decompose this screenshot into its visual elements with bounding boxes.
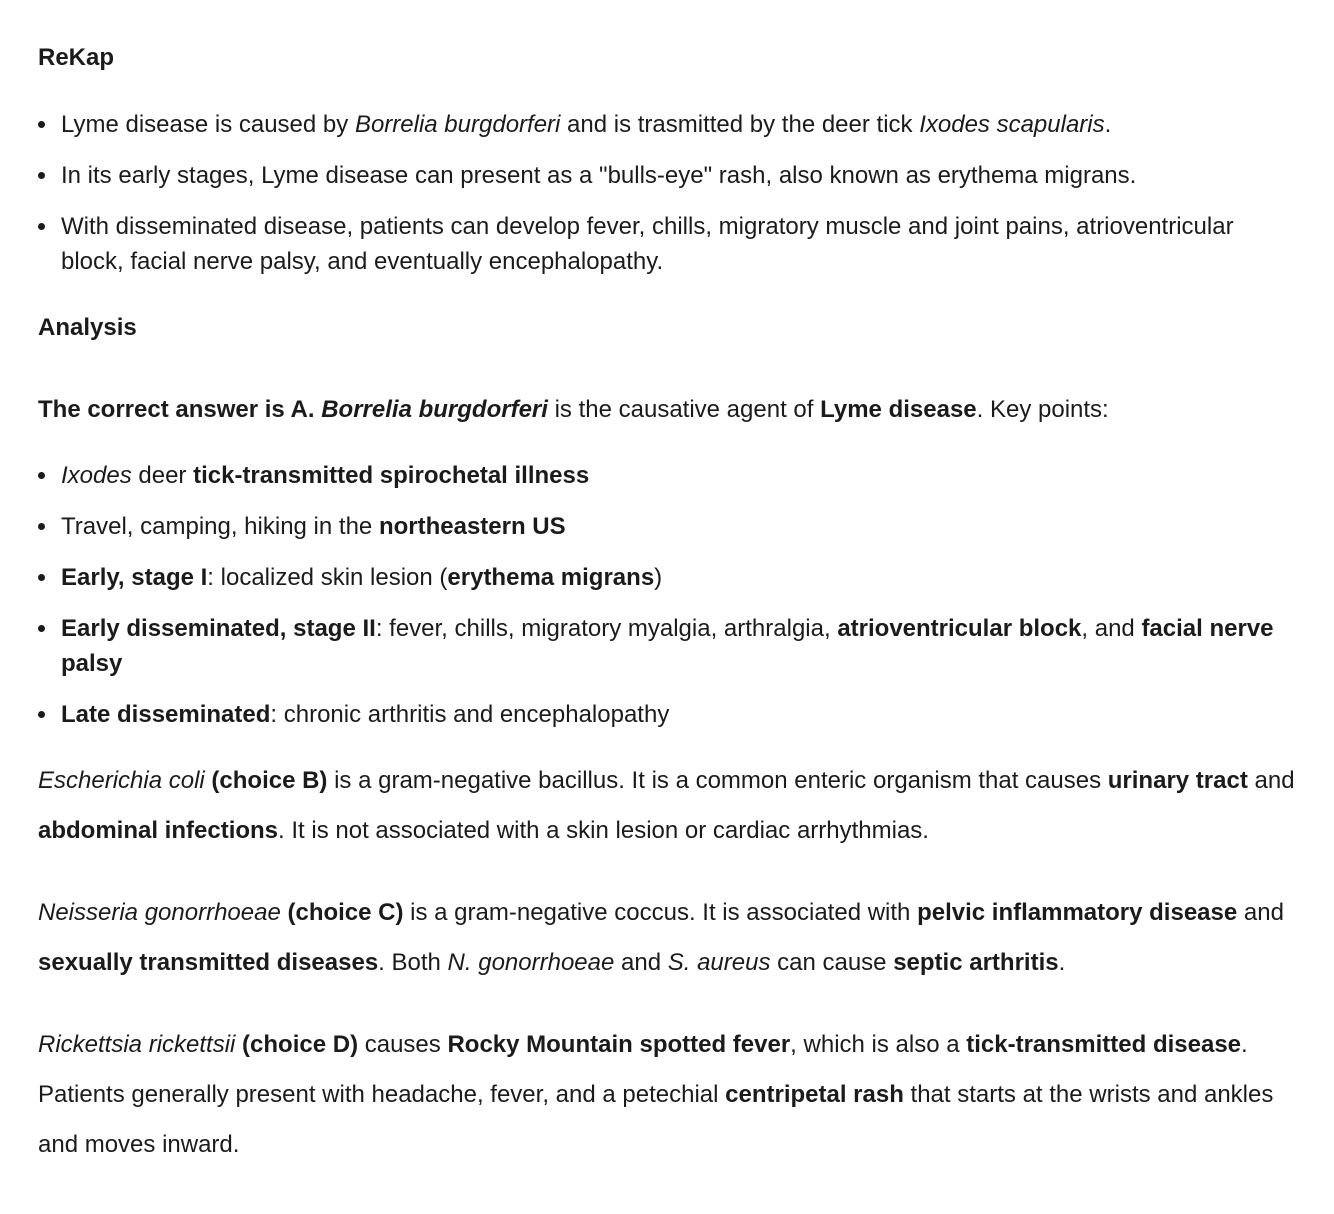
bullet-icon — [38, 711, 45, 718]
list-item: With disseminated disease, patients can develop fever, chills, migratory muscle and joint pains, atrioventricular block, facial nerve palsy, and eventually encephalopathy. — [38, 209, 1300, 279]
choice-b-paragraph: Escherichia coli (choice B) is a gram-negative bacillus. It is a common enteric organism that causes urinary tract and abdominal infections. It is not associated with a skin lesion or cardiac arrhythmias. — [38, 767, 1295, 844]
choice-c-paragraph: Neisseria gonorrhoeae (choice C) is a gram-negative coccus. It is associated with pelvic inflammatory disease and sexually transmitted diseases. Both N. gonorrhoeae and S. aureus can cause septic arthritis. — [38, 899, 1284, 976]
rekap-heading: ReKap — [38, 44, 115, 71]
list-item: Late disseminated: chronic arthritis and encephalopathy — [38, 697, 1300, 732]
bullet-icon — [38, 223, 45, 230]
bullet-icon — [38, 172, 45, 179]
list-item: Ixodes deer tick-transmitted spirochetal illness — [38, 458, 1300, 493]
list-item: In its early stages, Lyme disease can present as a "bulls-eye" rash, also known as erythema migrans. — [38, 158, 1300, 193]
analysis-heading: Analysis — [38, 314, 137, 341]
bullet-icon — [38, 523, 45, 530]
key-points-list — [38, 458, 1300, 732]
choice-d-paragraph: Rickettsia rickettsii (choice D) causes Rocky Mountain spotted fever, which is also a tick-transmitted disease. Patients generally present with headache, fever, and a petechial centripetal rash that starts at the wrists and ankles and moves inward. — [38, 1031, 1274, 1158]
bullet-icon — [38, 121, 45, 128]
rekap-list — [38, 107, 1300, 279]
list-item: Early, stage I: localized skin lesion (erythema migrans) — [38, 560, 1300, 595]
bullet-icon — [38, 625, 45, 632]
bullet-icon — [38, 574, 45, 581]
list-item: Early disseminated, stage II: fever, chills, migratory myalgia, arthralgia, atrioventricular block, and facial nerve palsy — [38, 611, 1300, 681]
list-item: Lyme disease is caused by Borrelia burgdorferi and is trasmitted by the deer tick Ixodes scapularis. — [38, 107, 1300, 142]
bullet-icon — [38, 472, 45, 479]
correct-answer-paragraph: The correct answer is A. Borrelia burgdorferi is the causative agent of Lyme disease. Key points: — [38, 396, 1109, 423]
list-item: Travel, camping, hiking in the northeastern US — [38, 509, 1300, 544]
